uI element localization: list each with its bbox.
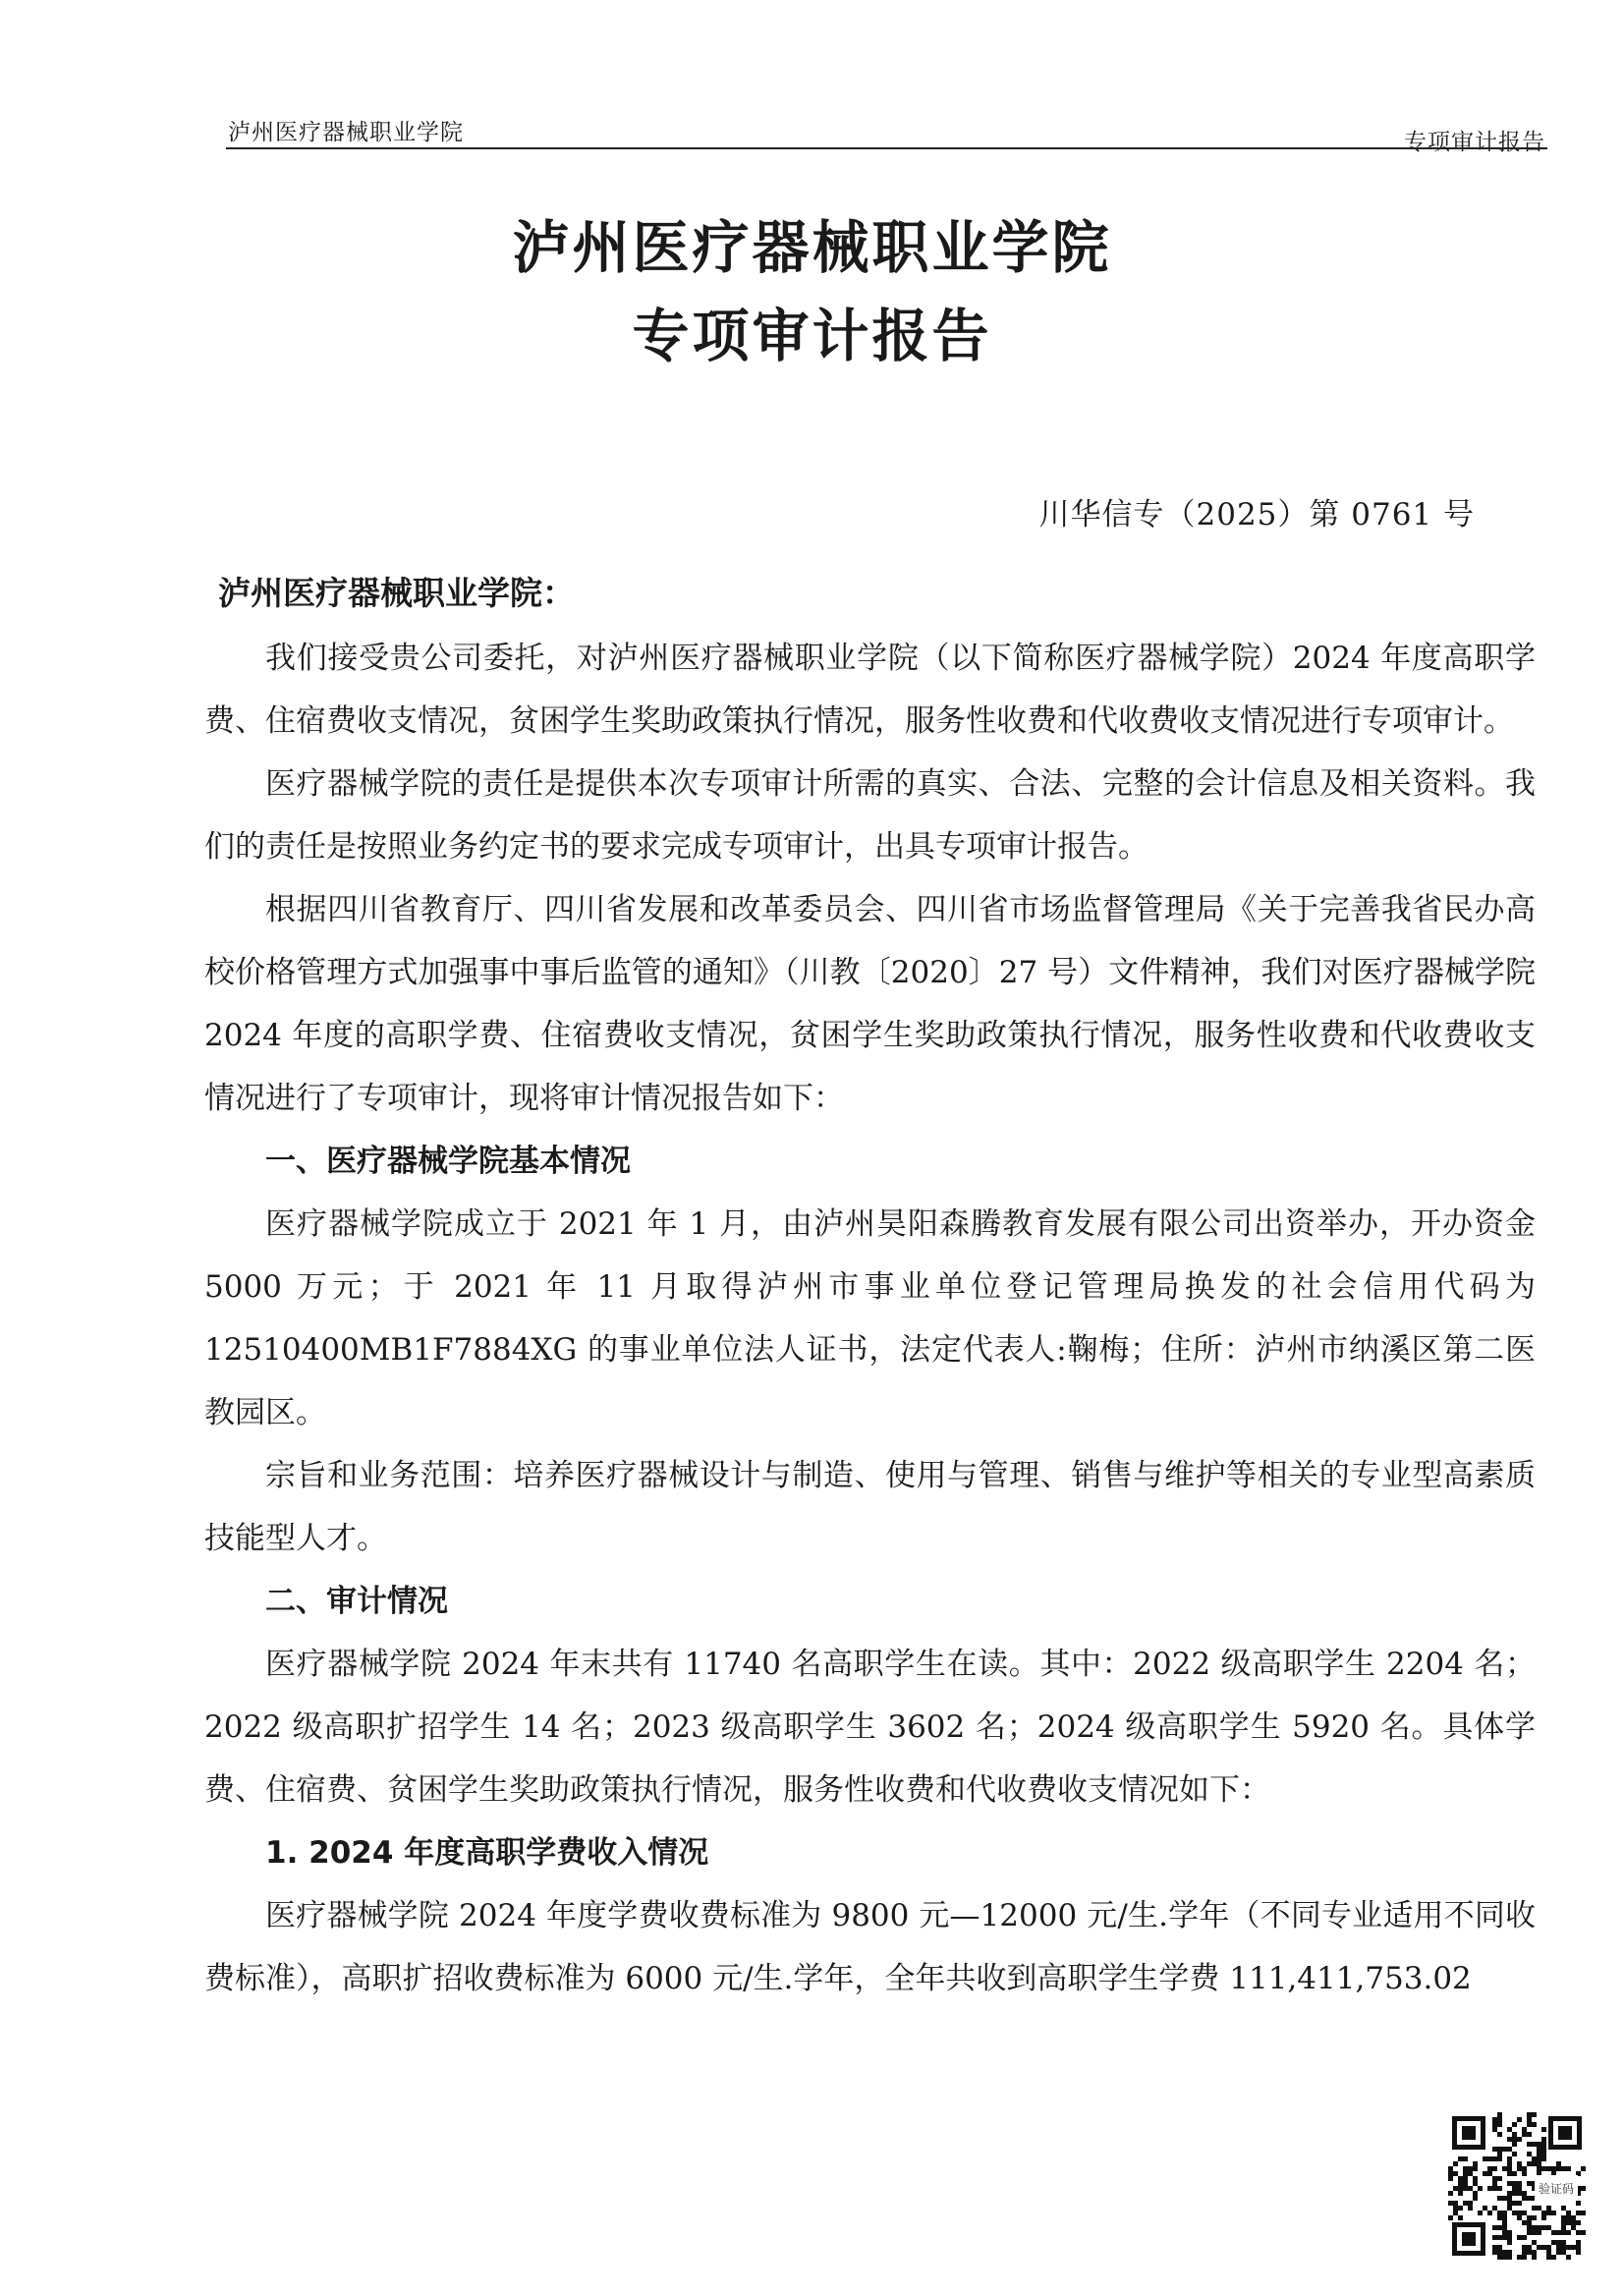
qr-label: 验证码 (1538, 2182, 1575, 2196)
paragraph-responsibility: 医疗器械学院的责任是提供本次专项审计所需的真实、合法、完整的会计信息及相关资料。我们的责任是按照业务约定书的要求完成专项审计，出具专项审计报告。 (204, 766, 1536, 865)
paragraph-basis: 根据四川省教育厅、四川省发展和改革委员会、四川省市场监督管理局《关于完善我省民办高校价格管理方式加强事中事后监管的通知》（川教〔2020〕27 号）文件精神，我们对医疗器械学院 2024 年度的高职学费、住宿费收支情况，贫困学生奖助政策执行情况，服务性收费和代收费收支情况进行了专项审计，现将审计情况报告如下： (204, 892, 1536, 1116)
subsection-heading-tuition: 1. 2024 年度高职学费收入情况 (265, 1835, 709, 1871)
document-number: 川华信专（2025）第 0761 号 (1038, 497, 1475, 532)
running-header-left: 泸州医疗器械职业学院 (228, 120, 464, 145)
document-title-line-1: 泸州医疗器械职业学院 (512, 214, 1112, 281)
paragraph-basic-info: 医疗器械学院成立于 2021 年 1 月，由泸州昊阳森腾教育发展有限公司出资举办，开办资金 5000 万元；于 2021 年 11 月取得泸州市事业单位登记管理局换发的社会信用代码为 12510400MB1F7884XG 的事业单位法人证书，法定代表人:鞠梅；住所：泸州市纳溪区第二医教园区。 (204, 1206, 1536, 1430)
section-heading-basic-info: 一、医疗器械学院基本情况 (265, 1144, 631, 1179)
section-heading-audit: 二、审计情况 (265, 1584, 448, 1619)
header-divider (226, 147, 1547, 149)
addressee: 泸州医疗器械职业学院： (218, 574, 575, 612)
verification-qr-code-icon (1448, 2112, 1586, 2260)
running-header-right: 专项审计报告 (1404, 130, 1545, 155)
paragraph-scope: 宗旨和业务范围：培养医疗器械设计与制造、使用与管理、销售与维护等相关的专业型高素质技能型人才。 (204, 1458, 1536, 1556)
paragraph-engagement: 我们接受贵公司委托，对泸州医疗器械职业学院（以下简称医疗器械学院）2024 年度高职学费、住宿费收支情况，贫困学生奖助政策执行情况，服务性收费和代收费收支情况进行专项审计。 (204, 641, 1536, 739)
paragraph-tuition: 医疗器械学院 2024 年度学费收费标准为 9800 元—12000 元/生.学年（不同专业适用不同收费标准），高职扩招收费标准为 6000 元/生.学年，全年共收到高职学生学费 111,411,753.02 (204, 1898, 1536, 1996)
report-body (204, 627, 1536, 2010)
paragraph-enrollment: 医疗器械学院 2024 年末共有 11740 名高职学生在读。其中：2022 级高职学生 2204 名；2022 级高职扩招学生 14 名；2023 级高职学生 3602 名；2024 级高职学生 5920 名。具体学费、住宿费、贫困学生奖助政策执行情况，服务性收费和代收费收支情况如下： (204, 1647, 1536, 1808)
document-title-line-2: 专项审计报告 (632, 303, 992, 369)
